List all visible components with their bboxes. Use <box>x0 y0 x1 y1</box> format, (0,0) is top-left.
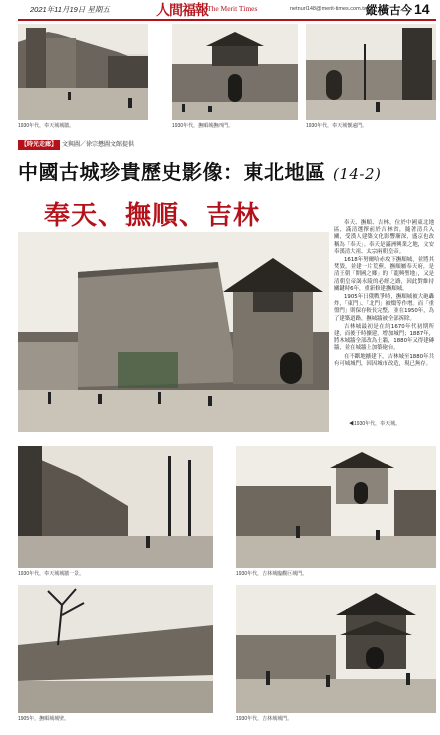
mid-photo-2-caption: 1930年代，吉林城臨觀巨城門。 <box>236 571 308 577</box>
page-header <box>0 0 440 22</box>
article-body <box>334 220 434 369</box>
mid-photo-1-caption: 1930年代，奉天城城牆一景。 <box>18 571 85 577</box>
top-photo-2-caption: 1930年代，撫順城撫西門。 <box>172 123 234 129</box>
top-photo-3-caption: 1930年代，奉天城懷遠門。 <box>306 123 368 129</box>
column-tag: 【時光走廊】 <box>18 140 60 150</box>
top-photo-1 <box>18 24 148 120</box>
article-title <box>18 156 381 185</box>
header-email: netnurl148@merit-times.com.tw <box>290 6 368 12</box>
main-photo <box>18 232 329 432</box>
arrow-left-icon: ◀ <box>349 421 355 427</box>
body-paragraph: 1905年日俄戰爭時，撫順城被大砲轟炸，「東門」、「北門」被燬等作增。而「重盤門」則保存較長完整，並在1950年，為了建築道路，撫城牆被全部拆除。 <box>334 294 434 322</box>
byline: 文與圖／徐宗懋圖文館提供 <box>62 142 135 148</box>
mid-photo-2 <box>236 446 436 568</box>
bottom-photo-2-caption: 1930年代，吉林城城門。 <box>236 716 293 722</box>
bottom-photo-1-caption: 1905年，撫順城城壁。 <box>18 716 70 722</box>
mid-photo-1 <box>18 446 213 568</box>
bottom-photo-1 <box>18 585 213 713</box>
newspaper-logo-english: The Merit Times <box>207 4 258 13</box>
bottom-photo-2 <box>236 585 436 713</box>
section-name: 縱橫古今 <box>366 3 412 17</box>
newspaper-logo: 人間福報 <box>156 3 208 19</box>
main-photo-caption: ◀1930年代，奉天城。 <box>349 421 401 427</box>
body-paragraph: 奉天、撫順、吉林，位於中國東北地區，滿清選擇前於吉林省，隨著清兵入關，受漢人建築文化影響漸深，盛京也改稱為「奉天」。奉天是滿洲興業之地，文安奉漢清大祖、太宗兩朝皇帝。 <box>334 220 434 255</box>
body-paragraph: 在不斷地擴建下，吉林城至1880年共有可城城門，因因城市改造，現已無存。 <box>334 353 434 367</box>
body-paragraph: 吉林城最初是在約1670年代初期所建，而後于時擴建，增加城門；1887年，將木城牆全部改為土牆，1880年又得建磚牆，並在城牆上加築砲台。 <box>334 323 434 352</box>
top-photo-2 <box>172 24 298 120</box>
header-date: 2021年11月19日 星期五 <box>30 5 110 14</box>
article-subtitle: 奉天、撫順、吉林 <box>44 201 261 231</box>
page-number: 14 <box>414 1 430 17</box>
header-rule <box>18 19 436 21</box>
article-series-number: (14-2) <box>332 165 382 183</box>
article-title-text: 中國古城珍貴歷史影像：東北地區 <box>18 160 326 184</box>
top-photo-3 <box>306 24 436 120</box>
body-paragraph: 1618年努爾哈赤攻下撫順城，並將其焚毀，並建一片荒蕪。撫順屬奉天府，是清王朝「開國之鄉」的「龍興聖地」，又是清朝皇帝謁永陵的必經之路，因此對維持關鍵時6年，重新修建撫順城。 <box>334 257 434 292</box>
top-photo-1-caption: 1930年代，奉天城城牆。 <box>18 123 75 129</box>
